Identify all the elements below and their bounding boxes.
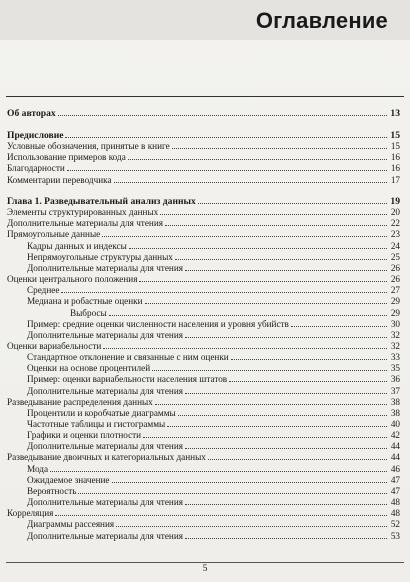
toc-entry-title: Оценки на основе процентилей <box>27 363 151 374</box>
toc-entry-title: Дополнительные материалы для чтения <box>27 497 183 508</box>
toc-entry <box>7 141 400 152</box>
dot-leader <box>65 130 387 138</box>
dot-leader <box>208 452 387 460</box>
toc-entry <box>7 130 400 141</box>
toc-entry <box>7 296 400 307</box>
toc-entry-title: Пример: оценки вариабельности населения штатов <box>27 374 228 385</box>
toc-entry-title: Использование примеров кода <box>7 152 126 163</box>
toc-entry-page: 20 <box>390 207 400 218</box>
toc-entry-title: Кадры данных и индексы <box>27 240 127 251</box>
toc-entry <box>7 531 400 542</box>
toc-entry-page: 26 <box>390 262 400 273</box>
dot-leader <box>102 229 387 237</box>
toc-entry-title: Среднее <box>27 285 60 296</box>
page-title: Оглавление <box>255 8 388 33</box>
toc-entry <box>7 374 400 385</box>
title-divider <box>6 96 404 97</box>
toc-entry-title: Вероятность <box>27 485 77 496</box>
toc-entry-title: Дополнительные материалы для чтения <box>27 329 183 340</box>
dot-leader <box>139 274 387 282</box>
toc-entry-title: Оценки вариабельности <box>7 340 102 351</box>
toc-entry-title: Непрямоугольные структуры данных <box>27 251 173 262</box>
toc-entry <box>7 475 400 486</box>
toc-entry <box>7 152 400 163</box>
dot-leader <box>185 497 387 505</box>
dot-leader <box>178 408 387 416</box>
toc-entry-title: Дополнительные материалы для чтения <box>27 385 183 396</box>
toc-entry <box>7 330 400 341</box>
dot-leader <box>172 141 387 149</box>
toc-entry-page: 22 <box>390 218 400 229</box>
toc-entry <box>7 419 400 430</box>
dot-leader <box>175 252 387 260</box>
toc-entry-page: 24 <box>390 240 400 251</box>
dot-leader <box>58 108 387 116</box>
toc-entry-title: Графики и оценки плотности <box>27 430 142 441</box>
dot-leader <box>128 152 387 160</box>
toc-entry-title: Процентили и коробчатые диаграммы <box>27 407 176 418</box>
toc-entry <box>7 508 400 519</box>
toc-entry-title: Благодарности <box>7 163 65 174</box>
dot-leader <box>129 241 387 249</box>
toc-entry-page: 36 <box>390 374 400 385</box>
toc-entry-title: Разведывание двоичных и категориальных данных <box>7 452 206 463</box>
page-number: 5 <box>202 564 208 574</box>
dot-leader <box>160 207 387 215</box>
toc-entry-page: 26 <box>390 274 400 285</box>
toc-entry <box>7 218 400 229</box>
toc-entry <box>7 108 400 119</box>
toc-entry-title: Разведывание распределения данных <box>7 396 153 407</box>
toc-entry-title: Прямоугольные данные <box>7 229 101 240</box>
toc-entry <box>7 363 400 374</box>
toc-entry-page: 48 <box>390 497 400 508</box>
toc-entry-title: Условные обозначения, принятые в книге <box>7 141 170 152</box>
dot-leader <box>114 175 387 183</box>
toc-entry <box>7 452 400 463</box>
dot-leader <box>109 308 387 316</box>
toc-entry-page: 46 <box>390 463 400 474</box>
toc-entry <box>7 497 400 508</box>
toc-entry <box>7 386 400 397</box>
toc-entry <box>7 241 400 252</box>
dot-leader <box>50 464 387 472</box>
toc-entry <box>7 441 400 452</box>
dot-leader <box>143 430 387 438</box>
toc-entry-title: Об авторах <box>7 108 56 119</box>
toc-entry-page: 38 <box>390 407 400 418</box>
footer-divider <box>6 562 404 563</box>
dot-leader <box>112 475 388 483</box>
toc-entry-title: Дополнительные материалы для чтения <box>27 262 183 273</box>
toc-entry-page: 23 <box>390 229 400 240</box>
toc-entry <box>7 319 400 330</box>
toc-entry <box>7 175 400 186</box>
toc-entry-title: Корреляция <box>7 508 54 519</box>
toc-entry-title: Частотные таблицы и гистограммы <box>27 419 166 429</box>
toc-entry <box>7 464 400 475</box>
toc-entry-title: Глава 1. Разведывательный анализ данных <box>7 196 196 207</box>
toc-entry-title: Дополнительные материалы для чтения <box>27 441 183 452</box>
toc-entry <box>7 486 400 497</box>
toc-entry-title: Дополнительные материалы для чтения <box>7 218 163 229</box>
toc-entry-page: 19 <box>390 196 400 207</box>
dot-leader <box>185 263 387 271</box>
toc-entry-title: Медиана и робастные оценки <box>27 296 143 307</box>
toc-entry-title: Комментарии переводчика <box>7 174 112 185</box>
toc-entry <box>7 408 400 419</box>
dot-leader <box>291 319 387 327</box>
toc-entry-page: 35 <box>390 363 400 374</box>
toc-entry-title: Предисловие <box>7 130 64 141</box>
toc-entry-page: 44 <box>390 452 400 463</box>
toc-entry <box>7 229 400 240</box>
toc-entry <box>7 341 400 352</box>
toc-entry-page: 16 <box>390 163 400 174</box>
dot-leader <box>61 285 387 293</box>
toc-entry <box>7 285 400 296</box>
dot-leader <box>167 419 387 427</box>
toc-entry <box>7 263 400 274</box>
toc-entry-page: 16 <box>390 152 400 163</box>
dot-leader <box>185 441 387 449</box>
dot-leader <box>145 296 387 304</box>
toc-entry-title: Диаграммы рассеяния <box>27 519 115 530</box>
dot-leader <box>229 374 387 382</box>
dot-leader <box>185 330 387 338</box>
toc-entry-page: 27 <box>390 285 400 296</box>
toc-entry-page: 17 <box>390 174 400 185</box>
dot-leader <box>155 397 387 405</box>
toc-entry-page: 29 <box>390 296 400 307</box>
toc-entry-page: 47 <box>390 474 400 485</box>
toc-entry-page: 25 <box>390 251 400 262</box>
toc-entry-page: 29 <box>390 307 400 318</box>
toc-entry <box>7 252 400 263</box>
toc-entry <box>7 352 400 363</box>
toc-entry-page: 44 <box>390 441 400 452</box>
toc-entry-page: 47 <box>390 485 400 496</box>
toc-entry-page: 37 <box>390 385 400 396</box>
toc-entry <box>7 163 400 174</box>
toc-entry-title: Выбросы <box>70 307 107 318</box>
dot-leader <box>67 163 387 171</box>
toc-entry-title: Ожидаемое значение <box>27 474 110 485</box>
toc-entry <box>7 308 400 319</box>
dot-leader <box>55 508 387 516</box>
toc-entry-page: 30 <box>390 318 400 329</box>
toc-entry <box>7 274 400 285</box>
toc-entry <box>7 519 400 530</box>
dot-leader <box>185 386 387 394</box>
dot-leader <box>78 486 387 494</box>
toc-entry-title: Элементы структурированных данных <box>7 207 159 218</box>
toc-entry-title: Дополнительные материалы для чтения <box>27 530 183 541</box>
toc-entry-page: 53 <box>390 530 400 541</box>
toc-entry-page: 42 <box>390 430 400 441</box>
toc-entry <box>7 207 400 218</box>
toc-entry-page: 40 <box>390 419 400 429</box>
toc-entry <box>7 397 400 408</box>
toc-entry-page: 52 <box>390 519 400 530</box>
toc-entry-title: Пример: средние оценки численности населения и уровня убийств <box>27 318 289 329</box>
dot-leader <box>116 519 387 527</box>
toc-entry-title: Оценки центрального положения <box>7 274 138 285</box>
toc-entry-page: 32 <box>390 340 400 351</box>
dot-leader <box>231 352 387 360</box>
dot-leader <box>198 196 387 204</box>
toc-entry-title: Стандартное отклонение и связанные с ним оценки <box>27 352 229 363</box>
dot-leader <box>165 218 387 226</box>
toc-entry <box>7 196 400 207</box>
toc-entry-page: 13 <box>390 108 400 119</box>
dot-leader <box>152 363 387 371</box>
toc-entry-page: 38 <box>390 396 400 407</box>
toc-entry-page: 48 <box>390 508 400 519</box>
toc-entry-title: Мода <box>27 463 49 474</box>
toc-entry <box>7 430 400 441</box>
toc-entry-page: 15 <box>390 130 400 141</box>
toc-entry-page: 33 <box>390 352 400 363</box>
dot-leader <box>185 531 387 539</box>
dot-leader <box>103 341 387 349</box>
toc-entry-page: 15 <box>390 141 400 152</box>
toc-entry-page: 32 <box>390 329 400 340</box>
